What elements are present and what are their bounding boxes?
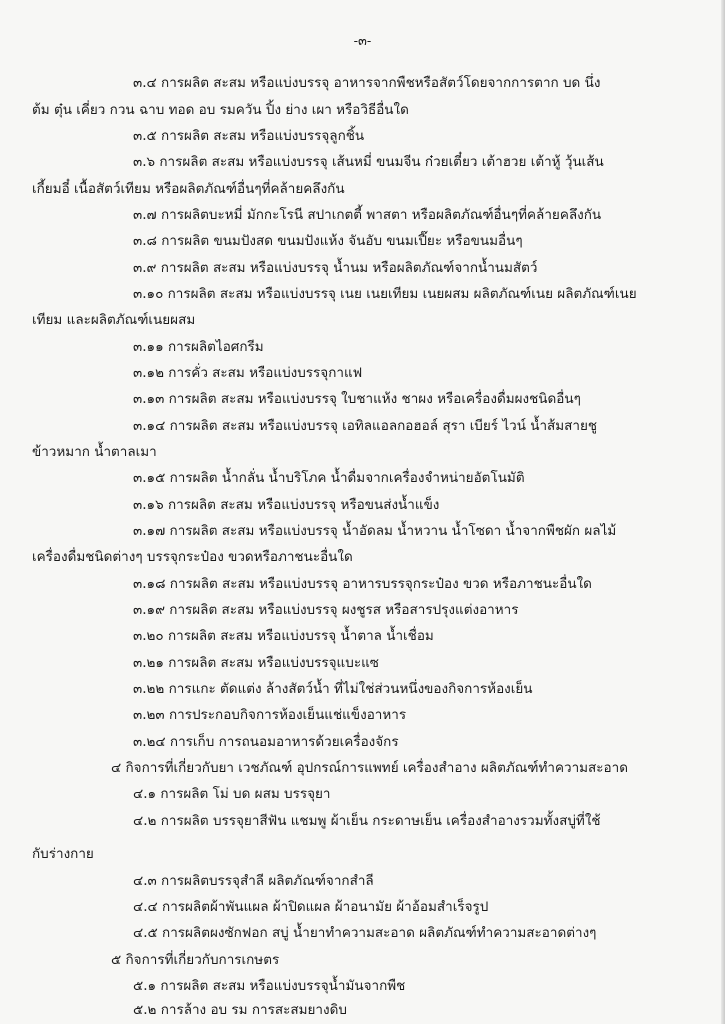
list-item-5-2: ๕.๒ การล้าง อบ รม การสะสมยางดิบ <box>133 1002 347 1018</box>
list-item-3-11: ๓.๑๑ การผลิตไอศกรีม <box>133 339 264 355</box>
list-item-5-1: ๕.๑ การผลิต สะสม หรือแบ่งบรรจุน้ำมันจากพืช <box>133 978 406 994</box>
list-item-3-17-cont: เครื่องดื่มชนิดต่างๆ บรรจุกระป๋อง ขวดหรือภาชนะอื่นใด <box>32 549 353 565</box>
list-item-3-24: ๓.๒๔ การเก็บ การถนอมอาหารด้วยเครื่องจักร <box>133 734 399 750</box>
list-item-3-21: ๓.๒๑ การผลิต สะสม หรือแบ่งบรรจุแบะแซ <box>133 655 379 671</box>
list-item-4-3: ๔.๓ การผลิตบรรจุสำลี ผลิตภัณฑ์จากสำลี <box>133 873 374 889</box>
list-item-3-20: ๓.๒๐ การผลิต สะสม หรือแบ่งบรรจุ น้ำตาล น้ำเชื่อม <box>133 628 434 644</box>
list-item-3-14-cont: ข้าวหมาก น้ำตาลเมา <box>32 444 157 460</box>
list-item-3-16: ๓.๑๖ การผลิต สะสม หรือแบ่งบรรจุ หรือขนส่งน้ำแข็ง <box>133 497 440 513</box>
list-item-3-6: ๓.๖ การผลิต สะสม หรือแบ่งบรรจุ เส้นหมี่ ขนมจีน ก๋วยเตี๋ยว เต้าฮวย เต้าหู้ วุ้นเส้น <box>133 154 604 170</box>
list-item-3-14: ๓.๑๔ การผลิต สะสม หรือแบ่งบรรจุ เอทิลแอลกอฮอล์ สุรา เบียร์ ไวน์ น้ำส้มสายชู <box>133 418 598 434</box>
list-item-3-22: ๓.๒๒ การแกะ ตัดแต่ง ล้างสัตว์น้ำ ที่ไม่ใช่ส่วนหนึ่งของกิจการห้องเย็น <box>133 681 533 697</box>
list-item-4-2-cont: กับร่างกาย <box>32 846 94 862</box>
list-item-3-6-cont: เกี้ยมอี๋ เนื้อสัตว์เทียม หรือผลิตภัณฑ์อื่นๆที่คล้ายคลึงกัน <box>32 181 345 197</box>
list-item-4-4: ๔.๔ การผลิตผ้าพันแผล ผ้าปิดแผล ผ้าอนามัย ผ้าอ้อมสำเร็จรูป <box>133 899 489 915</box>
list-item-3-7: ๓.๗ การผลิตบะหมี่ มักกะโรนี สปาเกตตี้ พาสตา หรือผลิตภัณฑ์อื่นๆที่คล้ายคลึงกัน <box>133 207 602 223</box>
list-item-4-1: ๔.๑ การผลิต โม่ บด ผสม บรรจุยา <box>133 786 331 802</box>
page-edge-shadow <box>721 0 725 1024</box>
list-item-3-23: ๓.๒๓ การประกอบกิจการห้องเย็นแช่แข็งอาหาร <box>133 707 407 723</box>
list-item-3-5: ๓.๕ การผลิต สะสม หรือแบ่งบรรจุลูกชิ้น <box>133 128 365 144</box>
list-item-3-8: ๓.๘ การผลิต ขนมปังสด ขนมปังแห้ง จันอับ ขนมเปี๊ยะ หรือขนมอื่นๆ <box>133 233 523 249</box>
list-item-3-4: ๓.๔ การผลิต สะสม หรือแบ่งบรรจุ อาหารจากพืชหรือสัตว์โดยจากการตาก บด นึ่ง <box>133 75 601 91</box>
list-item-3-10: ๓.๑๐ การผลิต สะสม หรือแบ่งบรรจุ เนย เนยเทียม เนยผสม ผลิตภัณฑ์เนย ผลิตภัณฑ์เนย <box>133 286 637 302</box>
page-number: -๓- <box>353 34 372 49</box>
list-item-3-15: ๓.๑๕ การผลิต น้ำกลั่น น้ำบริโภค น้ำดื่มจากเครื่องจำหน่ายอัตโนมัติ <box>133 470 525 486</box>
list-item-3-9: ๓.๙ การผลิต สะสม หรือแบ่งบรรจุ น้ำนม หรือผลิตภัณฑ์จากน้ำนมสัตว์ <box>133 260 538 276</box>
list-item-3-18: ๓.๑๘ การผลิต สะสม หรือแบ่งบรรจุ อาหารบรรจุกระป๋อง ขวด หรือภาชนะอื่นใด <box>133 576 592 592</box>
section-heading-4: ๔ กิจการที่เกี่ยวกับยา เวชภัณฑ์ อุปกรณ์การแพทย์ เครื่องสำอาง ผลิตภัณฑ์ทำความสะอาด <box>111 760 628 776</box>
list-item-3-12: ๓.๑๒ การคั่ว สะสม หรือแบ่งบรรจุกาแฟ <box>133 365 363 381</box>
list-item-3-17: ๓.๑๗ การผลิต สะสม หรือแบ่งบรรจุ น้ำอัดลม น้ำหวาน น้ำโซดา น้ำจากพืชผัก ผลไม้ <box>133 523 617 539</box>
list-item-4-2: ๔.๒ การผลิต บรรจุยาสีฟัน แชมพู ผ้าเย็น กระดาษเย็น เครื่องสำอางรวมทั้งสบู่ที่ใช้ <box>133 813 601 829</box>
list-item-3-4-cont: ต้ม ตุ๋น เคี่ยว กวน ฉาบ ทอด อบ รมควัน ปิ้ง ย่าง เผา หรือวิธีอื่นใด <box>32 102 409 118</box>
list-item-4-5: ๔.๕ การผลิตผงซักฟอก สบู่ น้ำยาทำความสะอาด ผลิตภัณฑ์ทำความสะอาดต่างๆ <box>133 925 597 941</box>
list-item-3-10-cont: เทียม และผลิตภัณฑ์เนยผสม <box>32 312 196 328</box>
list-item-3-19: ๓.๑๙ การผลิต สะสม หรือแบ่งบรรจุ ผงชูรส หรือสารปรุงแต่งอาหาร <box>133 602 519 618</box>
list-item-3-13: ๓.๑๓ การผลิต สะสม หรือแบ่งบรรจุ ใบชาแห้ง ชาผง หรือเครื่องดื่มผงชนิดอื่นๆ <box>133 391 581 407</box>
section-heading-5: ๕ กิจการที่เกี่ยวกับการเกษตร <box>111 952 280 968</box>
